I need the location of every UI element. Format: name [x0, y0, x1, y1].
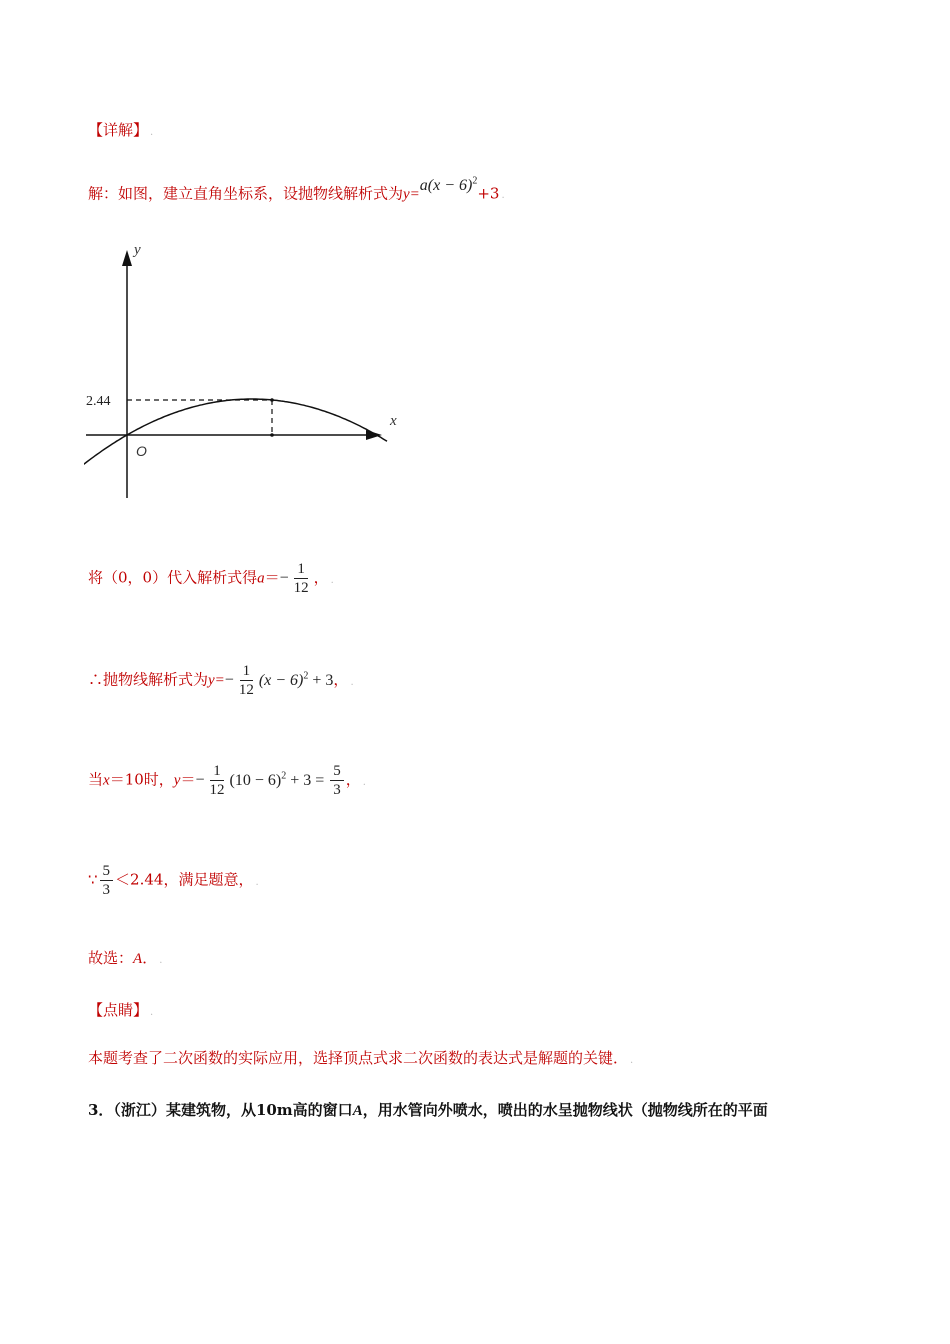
y-axis-arrow [122, 250, 132, 266]
y-axis-label: y [134, 242, 141, 258]
step-substitute-origin: 将（0，0）代入解析式得a＝− $\frac{1}{12}$ ， . [88, 561, 334, 596]
step-compare: ∵ $\frac{5}{3}$ ＜2.44，满足题意， . [88, 863, 259, 898]
comment-text: 本题考查了二次函数的实际应用，选择顶点式求二次函数的表达式是解题的关键． . [88, 1049, 634, 1067]
result-fraction: $\frac{5}{3}$ [330, 762, 344, 799]
point-marker [270, 398, 274, 402]
detail-header: 【详解】 . [88, 121, 154, 139]
comment-header: 【点睛】 . [88, 1001, 154, 1019]
origin-label: O [136, 443, 147, 459]
question-3: 3．（浙江）某建筑物，从10m高的窗口A，用水管向外喷水，喷出的水呈抛物线状（抛物线所在的平面 [88, 1101, 768, 1119]
model-expression: $a(x - 6)^2$ [419, 176, 478, 195]
step-evaluate: 当x＝10时，y＝− $\frac{1}{12}$ $(10 - 6)^2 + 3$ = $\frac{5}{3}$ ， . [88, 763, 366, 798]
x-axis-label: x [390, 413, 397, 429]
fraction: $\frac{1}{12}$ [209, 763, 225, 798]
point-marker [270, 433, 274, 437]
x-axis-arrow [366, 430, 382, 440]
evaluation-expression: $(10 - 6)^2 + 3$ = [229, 770, 329, 789]
answer-line: 故选：A． . [88, 949, 163, 967]
equation-expression: $(x - 6)^2 + 3$ [258, 670, 334, 689]
tick-label: 2.44 [86, 394, 111, 409]
parabola-curve [84, 399, 387, 489]
fraction: $\frac{1}{12}$ [238, 663, 254, 698]
paragraph-mark: . [150, 127, 154, 138]
fraction: $\frac{5}{3}$ [100, 862, 114, 899]
parabola-graph [84, 236, 414, 506]
step-parabola-equation: ∴抛物线解析式为y=− $\frac{1}{12}$ $(x - 6)^2 + 3$， . [88, 663, 354, 698]
solution-intro: 解：如图，建立直角坐标系，设抛物线解析式为$y=a(x - 6)^2+3$ . [88, 176, 505, 203]
fraction: $\frac{1}{12}$ [293, 561, 309, 596]
